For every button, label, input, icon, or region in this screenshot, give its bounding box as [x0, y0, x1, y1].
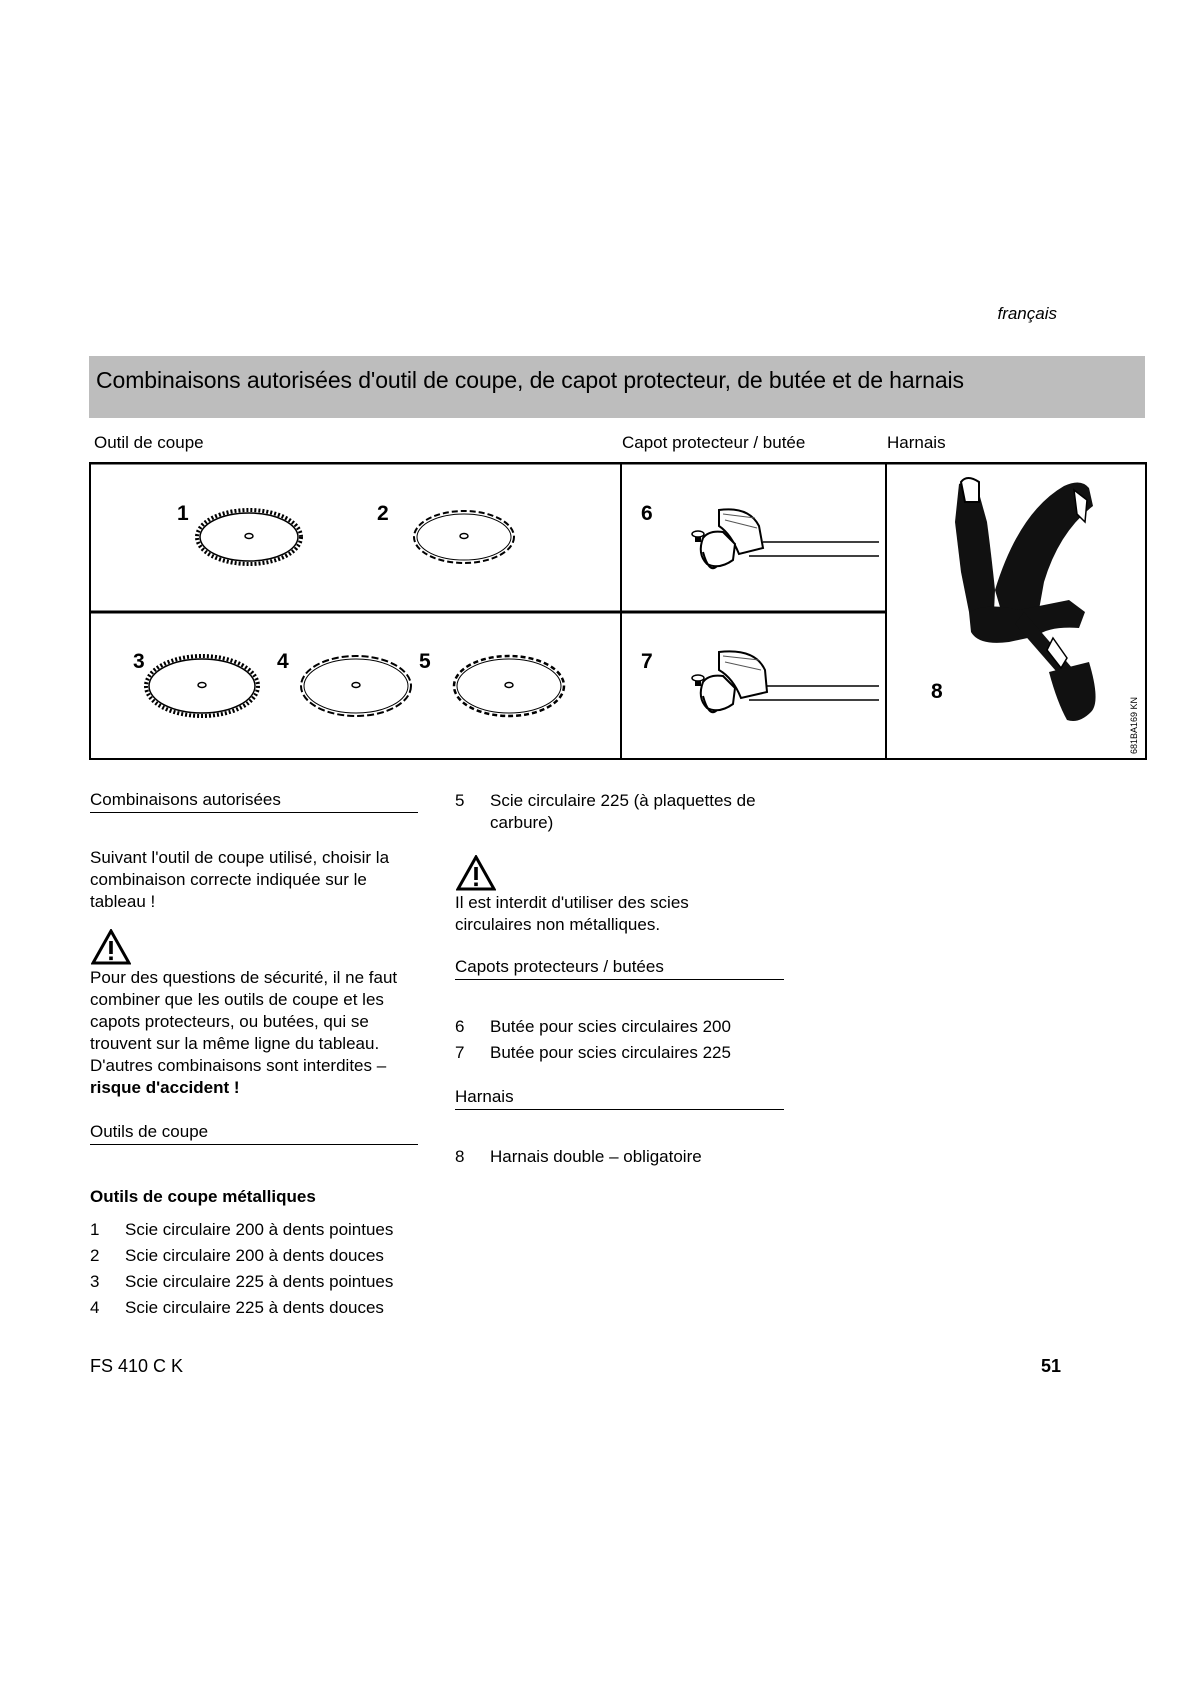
- figure-label-2: 2: [377, 502, 389, 525]
- footer-model: FS 410 C K: [90, 1356, 184, 1376]
- warning-text: Pour des questions de sécurité, il ne faut combiner que les outils de coupe et les capots protecteurs, ou butées, qui se trouvent sur la même ligne du tableau. D'autres combinaisons sont interdites –: [90, 968, 398, 1075]
- heading-guards: Capots protecteurs / butées: [455, 957, 784, 980]
- stop-guard-6-icon: [692, 509, 879, 568]
- heading-harness: Harnais: [455, 1087, 784, 1110]
- title-bar: [89, 356, 1145, 418]
- column-header-cutting-tool: Outil de coupe: [94, 433, 204, 452]
- tools-list: [90, 1217, 430, 1321]
- list-item: 7 Butée pour scies circulaires 225: [455, 1043, 731, 1062]
- stop-guard-7-icon: [692, 651, 879, 712]
- figure-label-5: 5: [419, 650, 431, 673]
- heading-combinations: Combinaisons autorisées: [90, 790, 418, 813]
- saw-blade-5-icon: [454, 656, 564, 716]
- list-item: 2 Scie circulaire 200 à dents douces: [90, 1246, 384, 1265]
- figure-code: 681BA169 KN: [1129, 696, 1139, 754]
- column-header-harness: Harnais: [887, 433, 946, 452]
- list-item: 1 Scie circulaire 200 à dents pointues: [90, 1220, 394, 1239]
- figure-label-1: 1: [177, 502, 189, 525]
- language-label: français: [997, 304, 1057, 323]
- heading-cutting-tools: Outils de coupe: [90, 1122, 418, 1145]
- item-5: 5 Scie circulaire 225 (à plaquettes de carbure): [455, 791, 756, 832]
- harness-icon: [955, 478, 1096, 721]
- warning-icon: [91, 929, 131, 965]
- guards-list: [455, 1014, 795, 1066]
- figure-label-8: 8: [931, 680, 943, 703]
- list-item: 4 Scie circulaire 225 à dents douces: [90, 1298, 384, 1317]
- saw-blade-1-icon: [197, 510, 301, 564]
- figure-label-4: 4: [277, 650, 289, 673]
- figure-label-3: 3: [133, 650, 145, 673]
- subheading-metal-tools: Outils de coupe métalliques: [90, 1187, 316, 1206]
- column-header-guard: Capot protecteur / butée: [622, 433, 806, 452]
- intro-paragraph: Suivant l'outil de coupe utilisé, choisir la combinaison correcte indiquée sur le tableau !: [90, 848, 390, 911]
- warning-paragraph: [90, 967, 420, 1099]
- warning-icon: [456, 855, 496, 891]
- list-item: 6 Butée pour scies circulaires 200: [455, 1017, 731, 1036]
- saw-blade-4-icon: [301, 656, 411, 716]
- saw-blade-2-icon: [414, 511, 514, 563]
- page-title: Combinaisons autorisées d'outil de coupe, de capot protecteur, de butée et de harnais: [96, 367, 964, 393]
- harness-item: [455, 1144, 795, 1170]
- combination-figure: [89, 462, 1147, 760]
- nonmetal-warning: Il est interdit d'utiliser des scies circulaires non métalliques.: [455, 893, 689, 934]
- list-item: 8 Harnais double – obligatoire: [455, 1147, 702, 1166]
- page-number: 51: [1040, 1356, 1061, 1376]
- warning-bold: risque d'accident !: [90, 1078, 240, 1097]
- list-item: 3 Scie circulaire 225 à dents pointues: [90, 1272, 394, 1291]
- figure-label-6: 6: [641, 502, 653, 525]
- left-column: [90, 790, 418, 813]
- figure-label-7: 7: [641, 650, 653, 673]
- saw-blade-3-icon: [146, 656, 258, 716]
